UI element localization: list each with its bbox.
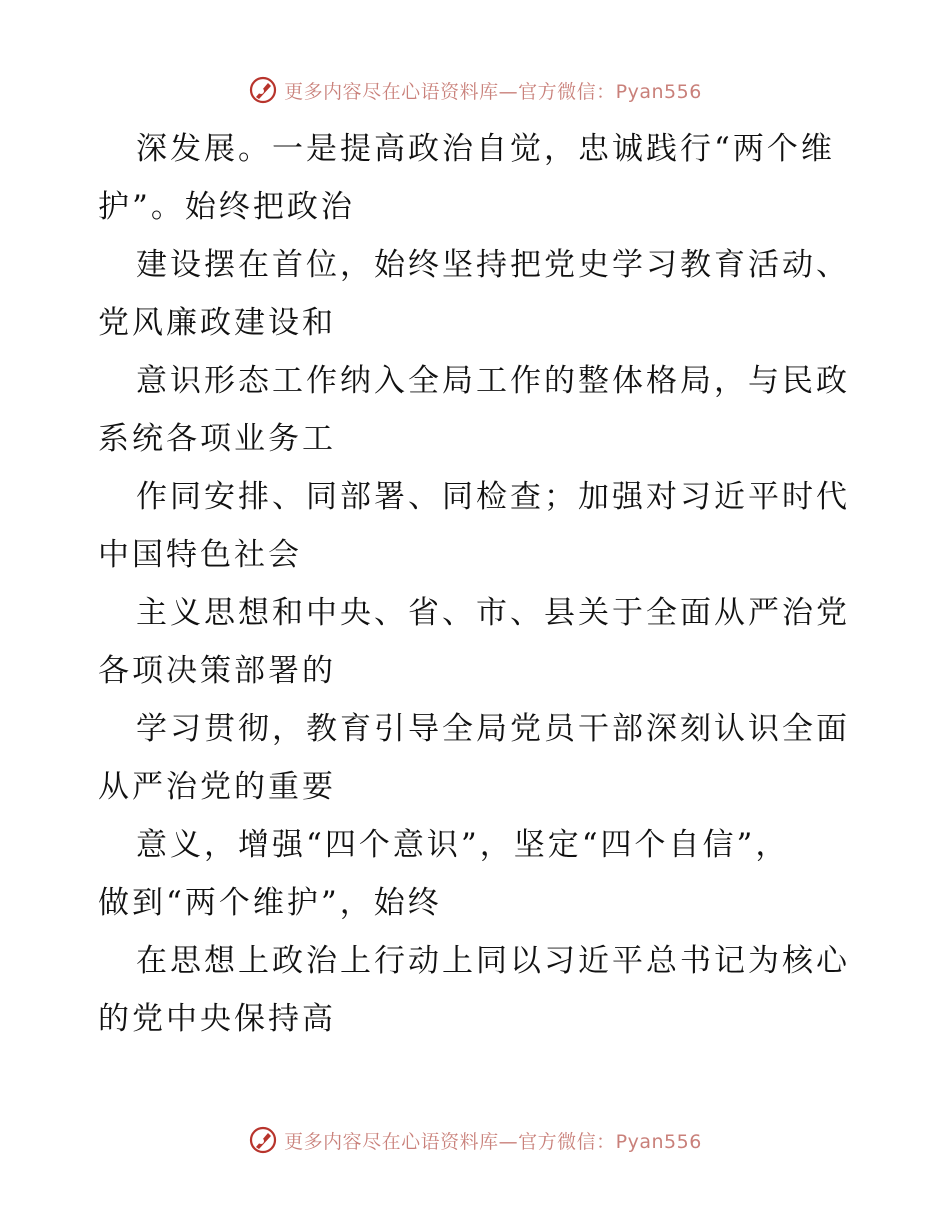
text-line: 深发展。一是提高政治自觉，忠诚践行“两个维 xyxy=(136,131,835,167)
text-line: 在思想上政治上行动上同以习近平总书记为核心 xyxy=(136,943,850,979)
text-line: 各项决策部署的 xyxy=(98,653,336,689)
text-line: 从严治党的重要 xyxy=(98,769,336,805)
text-line: 学习贯彻，教育引导全局党员干部深刻认识全面 xyxy=(136,711,850,747)
text-line: 的党中央保持高 xyxy=(98,1001,336,1037)
text-line: 护”。始终把政治 xyxy=(98,189,355,225)
document-body xyxy=(98,120,858,1048)
text-line: 意义，增强“四个意识”，坚定“四个自信”， xyxy=(136,827,790,863)
watermark-text: 更多内容尽在心语资料库—官方微信：Pyan556 xyxy=(284,80,702,103)
text-line: 中国特色社会 xyxy=(98,537,302,573)
pen-logo-icon xyxy=(248,1125,278,1155)
header-watermark xyxy=(0,70,950,110)
text-line: 做到“两个维护”，始终 xyxy=(98,885,442,921)
pen-logo-icon xyxy=(248,75,278,105)
text-line: 系统各项业务工 xyxy=(98,421,336,457)
text-line: 建设摆在首位，始终坚持把党史学习教育活动、 xyxy=(136,247,850,283)
watermark-text: 更多内容尽在心语资料库—官方微信：Pyan556 xyxy=(284,1130,702,1153)
footer-watermark xyxy=(0,1120,950,1160)
text-line: 党风廉政建设和 xyxy=(98,305,336,341)
text-line: 主义思想和中央、省、市、县关于全面从严治党 xyxy=(136,595,850,631)
text-line: 作同安排、同部署、同检查；加强对习近平时代 xyxy=(136,479,850,515)
text-line: 意识形态工作纳入全局工作的整体格局，与民政 xyxy=(136,363,850,399)
